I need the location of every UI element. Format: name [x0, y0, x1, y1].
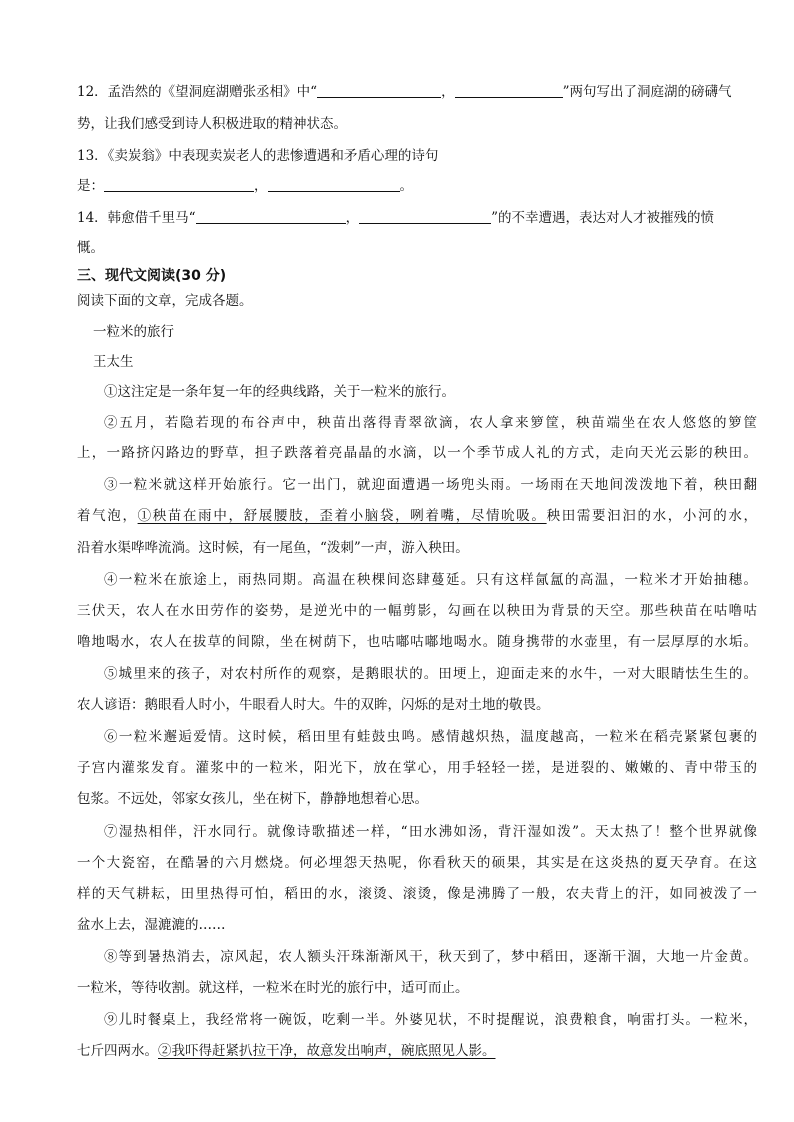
answer-blank[interactable]: [359, 209, 491, 224]
question-14-text: 14．韩愈借千里马“: [77, 210, 196, 226]
paragraph-1: ①这注定是一条年复一年的经典线路，关于一粒米的旅行。: [104, 384, 455, 400]
question-14-continued: 慨。: [77, 240, 104, 256]
article-author: 王太生: [93, 354, 134, 370]
paragraph-7-line: 一个大瓷窑，在酷暑的六月燃烧。何必埋怨天热呢，你看秋天的硕果，其实是在这炎热的夏天孕育。在这: [77, 855, 757, 871]
paragraph-5-line: ⑤城里来的孩子，对农村所作的观察，是鹅眼状的。田埂上，迎面走来的水牛，一对大眼睛怯生生的。: [104, 666, 757, 682]
question-12-text: 12．孟浩然的《望洞庭湖赠张丞相》中“: [77, 84, 318, 100]
paragraph-9-line: 七斤四两水。②我吓得赶紧扒拉干净，故意发出响声，碗底照见人影。: [77, 1043, 496, 1059]
question-13-answer-line: 是： ， 。: [77, 178, 413, 194]
underlined-sentence-1: ①秧苗在雨中，舒展腰肢，歪着小脑袋，咧着嘴，尽情吮吸。: [137, 508, 547, 524]
section-instruction: 阅读下面的文章，完成各题。: [77, 293, 253, 309]
paragraph-2-line: 上，一路挤闪路边的野草，担子跌落着亮晶晶的水滴，以一个季节成人礼的方式，走向天光云影的秧田。: [77, 445, 757, 461]
paragraph-7-line: 盆水上去，湿漉漉的……: [77, 917, 226, 933]
question-14: 14．韩愈借千里马“ ， ”的不幸遭遇，表达对人才被摧残的愤: [77, 210, 714, 226]
answer-blank[interactable]: [317, 83, 441, 98]
paragraph-3-line: ③一粒米就这样开始旅行。它一出门，就迎面遭遇一场兜头雨。一场雨在天地间泼泼地下着，秧田翻: [104, 477, 757, 493]
paragraph-6-line: ⑥一粒米邂逅爱情。这时候，稻田里有蛙鼓虫鸣。感情越炽热，温度越高，一粒米在稻壳紧紧包裹的: [104, 729, 757, 745]
paragraph-8-line: 一粒米，等待收割。就这样，一粒米在时光的旅行中，适可而止。: [77, 980, 469, 996]
paragraph-7-line: ⑦湿热相伴，汗水同行。就像诗歌描述一样，“田水沸如汤，背汗湿如泼”。天太热了！整个世界就像: [104, 824, 757, 840]
paragraph-4-line: 噜地喝水，农人在拔草的间隙，坐在树荫下，也咕嘟咕嘟地喝水。随身携带的水壶里，有一层厚厚的水垢。: [77, 634, 757, 650]
paragraph-6-line: 包浆。不远处，邻家女孩儿，坐在树下，静静地想着心思。: [77, 791, 428, 807]
paragraph-3-line: 着气泡，①秧苗在雨中，舒展腰肢，歪着小脑袋，咧着嘴，尽情吮吸。秧田需要汩汩的水，小河的水，: [77, 508, 758, 524]
paragraph-7-line: 样的天气耕耘，田里热得可怕，稻田的水，滚烫、滚烫，像是沸腾了一般，农夫背上的汗，如同被泼了一: [77, 886, 757, 902]
paragraph-3-line: 沿着水渠哗哗流淌。这时候，有一尾鱼，“泼刺”一声，游入秧田。: [77, 540, 469, 556]
paragraph-5-line: 农人谚语：鹅眼看人时小，牛眼看人时大。牛的双眸，闪烁的是对土地的敬畏。: [77, 697, 550, 713]
article-title: 一粒米的旅行: [93, 324, 174, 340]
question-13: 13．《卖炭翁》中表现卖炭老人的悲惨遭遇和矛盾心理的诗句: [77, 148, 439, 164]
paragraph-2-line: ②五月，若隐若现的布谷声中，秧苗出落得青翠欲滴，农人拿来箩筐，秧苗端坐在农人悠悠的箩筐: [104, 415, 757, 431]
underlined-sentence-2: ②我吓得赶紧扒拉干净，故意发出响声，碗底照见人影。: [158, 1043, 496, 1059]
paragraph-4-line: 三伏天，农人在水田劳作的姿势，是逆光中的一幅剪影，勾画在以秧田为背景的天空。那些秧苗在咕噜咕: [77, 603, 757, 619]
paragraph-8-line: ⑧等到暑热消去，凉风起，农人额头汗珠渐渐风干，秋天到了，梦中稻田，逐渐干涸，大地一片金黄。: [104, 949, 757, 965]
answer-blank[interactable]: [268, 177, 400, 192]
section-heading: 三、现代文阅读(30 分): [77, 268, 227, 284]
answer-blank[interactable]: [104, 177, 254, 192]
answer-blank[interactable]: [196, 209, 346, 224]
question-12-continued: 势，让我们感受到诗人积极进取的精神状态。: [77, 116, 347, 132]
paragraph-9-line: ⑨儿时餐桌上，我经常将一碗饭，吃剩一半。外婆见状，不时提醒说，浪费粮食，响雷打头。一粒米，: [104, 1012, 757, 1028]
paragraph-6-line: 子宫内灌浆发育。灌浆中的一粒米，阳光下，放在掌心，用手轻轻一搓，是迸裂的、嫩嫩的、青中带玉的: [77, 760, 757, 776]
answer-blank[interactable]: [455, 83, 563, 98]
paragraph-4-line: ④一粒米在旅途上，雨热同期。高温在秧棵间恣肆蔓延。只有这样氤氲的高温，一粒米才开始抽穗。: [104, 572, 757, 588]
question-12: 12．孟浩然的《望洞庭湖赠张丞相》中“ ， ”两句写出了洞庭湖的磅礴气: [77, 84, 732, 100]
